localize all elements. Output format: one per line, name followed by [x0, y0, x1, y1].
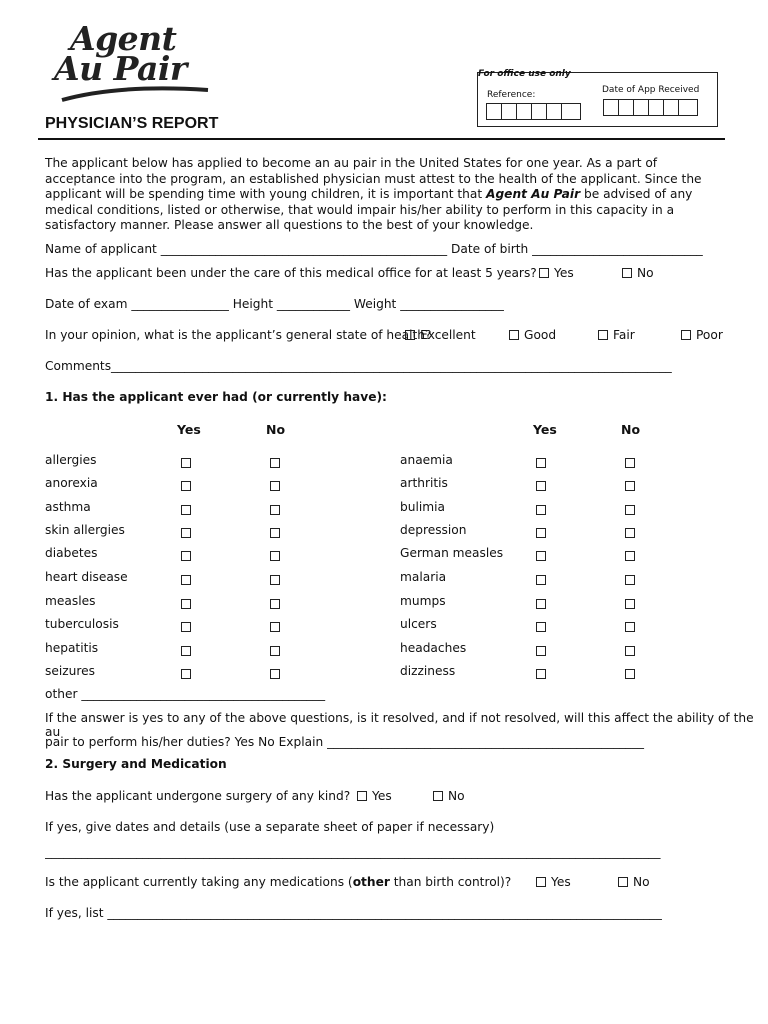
- condition-no-checkbox[interactable]: [270, 505, 280, 515]
- surgery-yes-label: Yes: [372, 789, 392, 803]
- condition-label: asthma: [45, 500, 91, 514]
- checkbox-icon[interactable]: [536, 877, 546, 887]
- health-fair-option[interactable]: [598, 328, 635, 342]
- condition-label: arthritis: [400, 476, 448, 490]
- condition-yes-checkbox[interactable]: [536, 458, 546, 468]
- health-excellent-option[interactable]: [405, 328, 476, 342]
- condition-no-checkbox[interactable]: [270, 481, 280, 491]
- surgery-yes-option[interactable]: [357, 789, 392, 803]
- care-yes-label: Yes: [554, 266, 574, 280]
- condition-yes-checkbox[interactable]: [181, 551, 191, 561]
- reference-label: Reference:: [487, 90, 536, 100]
- right-yes-header: Yes: [533, 422, 557, 437]
- condition-yes-checkbox[interactable]: [181, 528, 191, 538]
- logo-line-1: Agent: [70, 19, 177, 58]
- condition-label: anaemia: [400, 453, 453, 467]
- surgery-details-line[interactable]: _____________________________________________________________________________________________________: [45, 845, 661, 859]
- date-received-label: Date of App Received: [602, 85, 700, 95]
- checkbox-icon[interactable]: [622, 268, 632, 278]
- intro-paragraph: [45, 156, 725, 234]
- condition-label: heart disease: [45, 570, 128, 584]
- condition-yes-checkbox[interactable]: [181, 646, 191, 656]
- surgery-no-label: No: [448, 789, 465, 803]
- health-poor-option[interactable]: [681, 328, 723, 342]
- condition-yes-checkbox[interactable]: [181, 622, 191, 632]
- comments-line[interactable]: Comments____________________________________________________________________________________________: [45, 359, 672, 373]
- right-no-header: No: [621, 422, 641, 437]
- condition-label: headaches: [400, 641, 467, 655]
- condition-no-checkbox[interactable]: [625, 528, 635, 538]
- date-received-boxes[interactable]: [603, 99, 698, 116]
- medication-yes-label: Yes: [551, 875, 571, 889]
- checkbox-icon[interactable]: [509, 330, 519, 340]
- excellent-label: Excellent: [420, 328, 476, 342]
- section-2-heading: 2. Surgery and Medication: [45, 757, 227, 771]
- condition-no-checkbox[interactable]: [270, 551, 280, 561]
- medication-text-pre: Is the applicant currently taking any medications (: [45, 875, 353, 889]
- logo-line-2: Au Pair: [54, 49, 187, 88]
- condition-no-checkbox[interactable]: [270, 575, 280, 585]
- condition-yes-checkbox[interactable]: [536, 575, 546, 585]
- medication-text-bold: other: [352, 875, 390, 889]
- surgery-details-instruction: If yes, give dates and details (use a separate sheet of paper if necessary): [45, 820, 495, 834]
- condition-yes-checkbox[interactable]: [536, 599, 546, 609]
- agent-au-pair-logo: [52, 18, 212, 103]
- condition-yes-checkbox[interactable]: [181, 669, 191, 679]
- checkbox-icon[interactable]: [539, 268, 549, 278]
- name-dob-line[interactable]: Name of applicant _______________________________________________ Date of birth ____________________________: [45, 242, 703, 256]
- condition-label: mumps: [400, 594, 446, 608]
- medication-yes-option[interactable]: [536, 875, 571, 889]
- intro-part-1: The applicant below has applied to become an au pair in the United States for one year. As a part of acceptance into the program, an established physician must attest to the health of the applicant. Since the applicant will be spending time with young children, it is important that: [45, 156, 702, 202]
- condition-yes-checkbox[interactable]: [181, 599, 191, 609]
- condition-yes-checkbox[interactable]: [536, 528, 546, 538]
- condition-label: allergies: [45, 453, 97, 467]
- left-no-header: No: [266, 422, 286, 437]
- office-use-heading: For office use only: [478, 69, 571, 79]
- checkbox-icon[interactable]: [357, 791, 367, 801]
- condition-yes-checkbox[interactable]: [536, 481, 546, 491]
- condition-no-checkbox[interactable]: [625, 481, 635, 491]
- condition-yes-checkbox[interactable]: [181, 458, 191, 468]
- condition-label: depression: [400, 523, 467, 537]
- care-no-label: No: [637, 266, 654, 280]
- condition-yes-checkbox[interactable]: [536, 622, 546, 632]
- condition-label: anorexia: [45, 476, 98, 490]
- intro-brand: Agent Au Pair: [486, 187, 581, 202]
- condition-no-checkbox[interactable]: [270, 458, 280, 468]
- medication-question: [45, 875, 511, 889]
- surgery-question: Has the applicant undergone surgery of any kind?: [45, 789, 351, 803]
- condition-label: seizures: [45, 664, 95, 678]
- condition-no-checkbox[interactable]: [270, 622, 280, 632]
- good-label: Good: [524, 328, 557, 342]
- condition-label: diabetes: [45, 546, 98, 560]
- condition-label: tuberculosis: [45, 617, 119, 631]
- poor-label: Poor: [696, 328, 723, 342]
- checkbox-icon[interactable]: [405, 330, 415, 340]
- care-no-option[interactable]: [622, 266, 654, 280]
- condition-no-checkbox[interactable]: [625, 599, 635, 609]
- condition-label: ulcers: [400, 617, 437, 631]
- care-yes-option[interactable]: [539, 266, 574, 280]
- other-condition-line[interactable]: other ________________________________________: [45, 687, 326, 701]
- reference-boxes[interactable]: [486, 103, 581, 120]
- medication-no-label: No: [633, 875, 650, 889]
- followup-line-2[interactable]: pair to perform his/her duties? Yes No Explain ____________________________________________________: [45, 735, 644, 749]
- intro-part-2: be advised of any medical conditions, listed or otherwise, that would impair his/her ability to perform in this capacity in a satisfactory manner. Please answer all questions to the best of your knowledge.: [45, 187, 693, 233]
- care-question: Has the applicant been under the care of this medical office for at least 5 years?: [45, 266, 537, 280]
- condition-no-checkbox[interactable]: [625, 551, 635, 561]
- condition-yes-checkbox[interactable]: [536, 505, 546, 515]
- surgery-no-option[interactable]: [433, 789, 465, 803]
- checkbox-icon[interactable]: [598, 330, 608, 340]
- medication-text-post: than birth control)?: [389, 875, 512, 889]
- condition-yes-checkbox[interactable]: [181, 481, 191, 491]
- fair-label: Fair: [613, 328, 635, 342]
- condition-label: malaria: [400, 570, 447, 584]
- condition-no-checkbox[interactable]: [625, 646, 635, 656]
- condition-no-checkbox[interactable]: [270, 669, 280, 679]
- condition-yes-checkbox[interactable]: [181, 575, 191, 585]
- medication-list-line[interactable]: If yes, list ___________________________________________________________________________________________: [45, 906, 662, 920]
- checkbox-icon[interactable]: [618, 877, 628, 887]
- checkbox-icon[interactable]: [681, 330, 691, 340]
- condition-yes-checkbox[interactable]: [536, 669, 546, 679]
- condition-no-checkbox[interactable]: [625, 622, 635, 632]
- condition-yes-checkbox[interactable]: [536, 551, 546, 561]
- condition-no-checkbox[interactable]: [625, 669, 635, 679]
- condition-yes-checkbox[interactable]: [536, 646, 546, 656]
- condition-yes-checkbox[interactable]: [181, 505, 191, 515]
- condition-label: hepatitis: [45, 641, 99, 655]
- health-question: In your opinion, what is the applicant’s general state of health?: [45, 328, 432, 342]
- condition-no-checkbox[interactable]: [625, 505, 635, 515]
- checkbox-icon[interactable]: [433, 791, 443, 801]
- left-yes-header: Yes: [177, 422, 201, 437]
- condition-no-checkbox[interactable]: [270, 599, 280, 609]
- condition-label: skin allergies: [45, 523, 125, 537]
- page-title: PHYSICIAN’S REPORT: [45, 115, 219, 132]
- medication-no-option[interactable]: [618, 875, 650, 889]
- logo-swoosh-icon: [60, 84, 210, 104]
- section-1-heading: 1. Has the applicant ever had (or currently have):: [45, 390, 387, 404]
- condition-no-checkbox[interactable]: [625, 458, 635, 468]
- condition-label: measles: [45, 594, 96, 608]
- health-good-option[interactable]: [509, 328, 556, 342]
- condition-label: bulimia: [400, 500, 445, 514]
- condition-label: German measles: [400, 546, 504, 560]
- exam-height-weight-line[interactable]: Date of exam ________________ Height ____________ Weight _________________: [45, 297, 504, 311]
- condition-no-checkbox[interactable]: [270, 528, 280, 538]
- condition-no-checkbox[interactable]: [270, 646, 280, 656]
- title-divider: [38, 138, 725, 140]
- condition-label: dizziness: [400, 664, 456, 678]
- office-use-box: [477, 69, 718, 127]
- followup-line-1: If the answer is yes to any of the above questions, is it resolved, and if not resolved, will this affect the ability of the au: [45, 711, 754, 739]
- condition-no-checkbox[interactable]: [625, 575, 635, 585]
